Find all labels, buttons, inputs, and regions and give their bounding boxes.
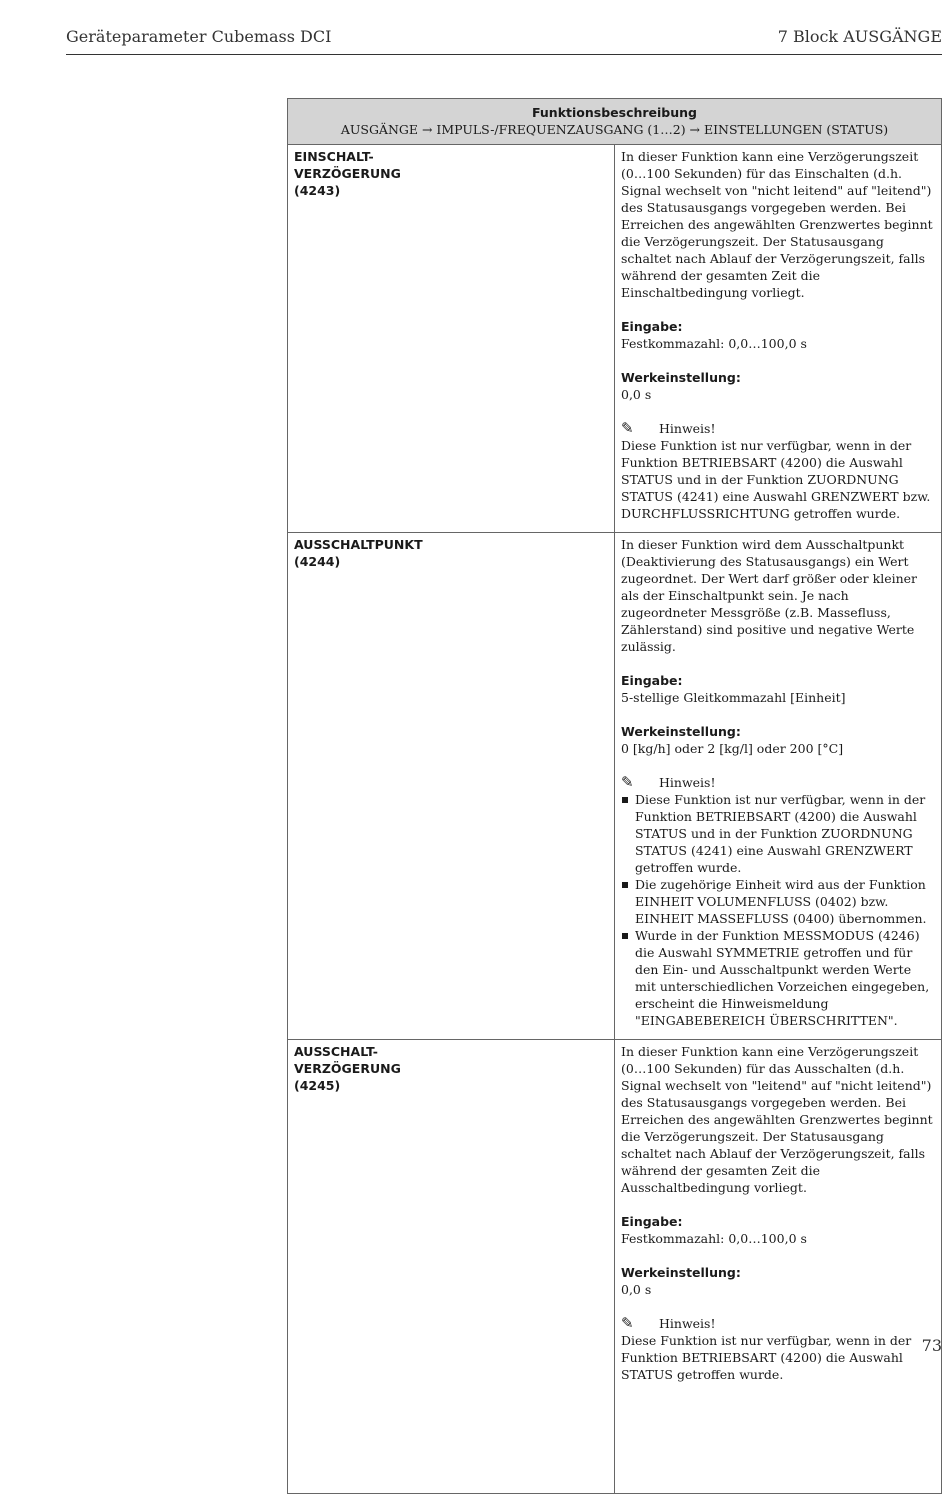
default-label: Werkeinstellung: bbox=[621, 724, 741, 739]
function-description: In dieser Funktion kann eine Verzögerungszeit (0…100 Sekunden) für das Einschalten (d.h. Signal wechselt von "nicht leitend" auf "leitend") des Statusausgangs vorgegeben werden. Bei Erreichen des angewählten Grenzwertes beginnt die Verzögerungszeit. Der Statusausgang schaltet nach Ablauf der Verzögerungszeit, falls während der gesamten Zeit die Einschaltbedingung vorliegt. bbox=[621, 149, 933, 300]
function-table bbox=[287, 98, 942, 1494]
hint-block bbox=[621, 420, 935, 522]
function-name-cell bbox=[288, 145, 615, 533]
function-name-cell bbox=[288, 1040, 615, 1494]
table-row bbox=[288, 145, 942, 533]
table-title: Funktionsbeschreibung bbox=[531, 105, 697, 120]
function-description: In dieser Funktion kann eine Verzögerungszeit (0…100 Sekunden) für das Ausschalten (d.h. Signal wechselt von "leitend" auf "nicht leitend") des Statusausgangs vorgegeben werden. Bei Erreichen des angewählten Grenzwertes beginnt die Verzögerungszeit. Der Statusausgang schaltet nach Ablauf der Verzögerungszeit, falls während der gesamten Zeit die Ausschaltbedingung vorliegt. bbox=[621, 1044, 933, 1195]
header-document-title: Geräteparameter Cubemass DCI bbox=[66, 27, 332, 46]
hint-list bbox=[621, 791, 935, 1029]
function-name-line: VERZÖGERUNG bbox=[294, 166, 401, 181]
default-label: Werkeinstellung: bbox=[621, 1265, 741, 1280]
function-name-line: AUSSCHALTPUNKT bbox=[294, 537, 423, 552]
input-value: Festkommazahl: 0,0…100,0 s bbox=[621, 336, 807, 351]
input-label: Eingabe: bbox=[621, 319, 683, 334]
default-label: Werkeinstellung: bbox=[621, 370, 741, 385]
function-name-line: EINSCHALT- bbox=[294, 149, 374, 164]
hint-list-item: Diese Funktion ist nur verfügbar, wenn in der Funktion BETRIEBSART (4200) die Auswahl STATUS und in der Funktion ZUORDNUNG STATUS (4241) eine Auswahl GRENZWERT getroffen wurde. bbox=[621, 791, 935, 876]
hint-text: Diese Funktion ist nur verfügbar, wenn in der Funktion BETRIEBSART (4200) die Auswahl STATUS getroffen wurde. bbox=[621, 1333, 912, 1382]
hint-label: Hinweis! bbox=[659, 421, 716, 436]
table-row bbox=[288, 1040, 942, 1494]
function-name-line: VERZÖGERUNG bbox=[294, 1061, 401, 1076]
table-header bbox=[288, 99, 942, 145]
function-name-line: AUSSCHALT- bbox=[294, 1044, 378, 1059]
input-value: Festkommazahl: 0,0…100,0 s bbox=[621, 1231, 807, 1246]
default-value: 0,0 s bbox=[621, 1282, 652, 1297]
function-code: (4245) bbox=[294, 1078, 341, 1093]
page-number: 73 bbox=[921, 1336, 942, 1355]
hint-block bbox=[621, 1315, 935, 1383]
pencil-icon: ✎ bbox=[621, 419, 634, 437]
input-value: 5-stellige Gleitkommazahl [Einheit] bbox=[621, 690, 846, 705]
default-value: 0 [kg/h] oder 2 [kg/l] oder 200 [°C] bbox=[621, 741, 844, 756]
pencil-icon: ✎ bbox=[621, 773, 634, 791]
function-description: In dieser Funktion wird dem Ausschaltpunkt (Deaktivierung des Statusausgangs) ein Wert zugeordnet. Der Wert darf größer oder kleiner als der Einschaltpunkt sein. Je nach zugeordneter Messgröße (z.B. Massefluss, Zählerstand) sind positive und negative Werte zulässig. bbox=[621, 537, 918, 654]
table-menu-path: AUSGÄNGE → IMPULS-/FREQUENZAUSGANG (1…2) → EINSTELLUNGEN (STATUS) bbox=[340, 122, 889, 137]
input-label: Eingabe: bbox=[621, 673, 683, 688]
input-label: Eingabe: bbox=[621, 1214, 683, 1229]
header-chapter-title: 7 Block AUSGÄNGE bbox=[777, 27, 942, 46]
function-code: (4243) bbox=[294, 183, 341, 198]
table-row bbox=[288, 533, 942, 1040]
hint-text: Diese Funktion ist nur verfügbar, wenn in der Funktion BETRIEBSART (4200) die Auswahl STATUS und in der Funktion ZUORDNUNG STATUS (4241) eine Auswahl GRENZWERT bzw. DURCHFLUSSRICHTUNG getroffen wurde. bbox=[621, 438, 931, 521]
function-description-cell bbox=[615, 1040, 942, 1494]
hint-label: Hinweis! bbox=[659, 1316, 716, 1331]
function-description-cell bbox=[615, 145, 942, 533]
default-value: 0,0 s bbox=[621, 387, 652, 402]
hint-block bbox=[621, 774, 935, 1029]
hint-label: Hinweis! bbox=[659, 775, 716, 790]
hint-list-item: Die zugehörige Einheit wird aus der Funktion EINHEIT VOLUMENFLUSS (0402) bzw. EINHEIT MASSEFLUSS (0400) übernommen. bbox=[621, 876, 935, 927]
hint-list-item: Wurde in der Funktion MESSMODUS (4246) die Auswahl SYMMETRIE getroffen und für den Ein- und Ausschaltpunkt werden Werte mit unterschiedlichen Vorzeichen eingegeben, erscheint die Hinweismeldung "EINGABEBEREICH ÜBERSCHRITTEN". bbox=[621, 927, 935, 1029]
header-rule bbox=[66, 54, 942, 55]
function-code: (4244) bbox=[294, 554, 341, 569]
pencil-icon: ✎ bbox=[621, 1314, 634, 1332]
function-description-cell bbox=[615, 533, 942, 1040]
function-name-cell bbox=[288, 533, 615, 1040]
